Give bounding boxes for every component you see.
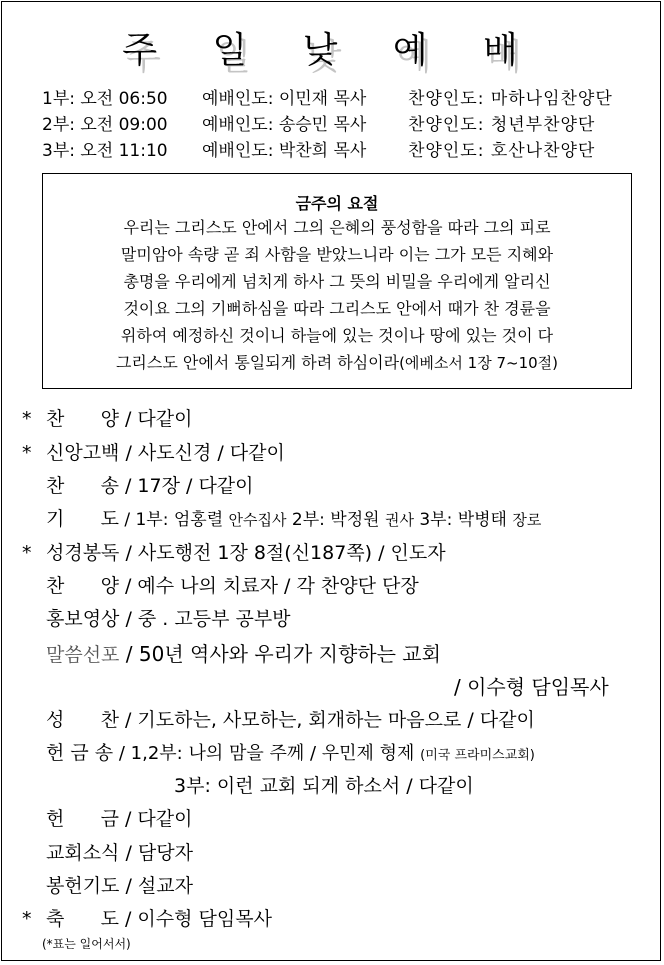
order-name: 봉헌기도 (46, 875, 120, 897)
verse-reference: (에베소서 1장 7~10절) (399, 354, 559, 372)
order-name: 교회소식 (46, 842, 120, 864)
weekly-verse-box (42, 173, 632, 389)
order-name: 축 도 (46, 908, 119, 930)
order-detail: / 다같이 (118, 808, 193, 830)
order-name: 신앙고백 (46, 442, 120, 464)
order-item (22, 471, 254, 498)
verse-line: 위하여 예정하신 것이니 하늘에 있는 것이나 땅에 있는 것이 다 (120, 326, 554, 345)
verse-line: 총명을 우리에게 넘치게 하사 그 뜻의 비밀을 우리에게 알리신 (123, 272, 551, 291)
order-detail: / 17장 / 다같이 (118, 475, 254, 497)
order-detail: / 예수 나의 치료자 / 각 찬양단 단장 (118, 575, 419, 597)
order-detail: 3부: 박병태 (413, 510, 513, 530)
order-name: 찬 양 (46, 575, 119, 597)
stand-marker: * (22, 442, 32, 464)
order-name: 헌 금 (46, 808, 119, 830)
verse-line: 우리는 그리스도 안에서 그의 은혜의 풍성함을 따라 그의 피로 (123, 218, 551, 237)
order-item (22, 705, 535, 732)
bulletin-page (1, 1, 661, 961)
order-item-continued: 3부: 이런 교회 되게 하소서 / 다같이 (174, 775, 474, 797)
verse-text: 그리스도 안에서 통일되게 하려 하심이라 (115, 353, 400, 372)
order-detail: / 1부: 엄홍렬 (118, 510, 229, 530)
order-item-continued: / 이수형 담임목사 (454, 675, 609, 699)
order-item (22, 438, 285, 465)
order-detail: 2부: 박정원 (286, 510, 385, 530)
order-item (22, 904, 272, 931)
service-row (42, 110, 595, 135)
service-leader: 예배인도: 송승민 목사 (202, 115, 367, 135)
order-item (22, 504, 541, 531)
order-item (22, 538, 446, 565)
service-choir: 찬양인도: 청년부찬양단 (408, 115, 596, 135)
order-item (22, 604, 291, 631)
order-item (22, 638, 441, 667)
order-item (22, 838, 193, 865)
order-detail: / 사도행전 1장 8절(신187쪽) / 인도자 (119, 542, 446, 564)
order-name: 홍보영상 (46, 608, 120, 630)
order-name: 성경봉독 (46, 542, 120, 564)
verse-line-last (43, 349, 631, 377)
order-detail: / 담당자 (119, 842, 193, 864)
order-detail: / 설교자 (119, 875, 193, 897)
order-detail: / 사도신경 / 다같이 (119, 442, 285, 464)
page-title: 주 일 낮 예 배 (122, 30, 540, 71)
stand-marker: * (22, 908, 32, 930)
order-item (22, 738, 535, 765)
stand-marker: * (22, 408, 32, 430)
order-detail: / 50년 역사와 우리가 지향하는 교회 (119, 642, 441, 666)
service-time: 2부: 오전 09:00 (42, 115, 168, 135)
order-name: 찬 양 (46, 408, 119, 430)
service-leader: 예배인도: 박찬희 목사 (202, 141, 367, 161)
verse-title: 금주의 요절 (295, 194, 379, 213)
order-detail: / 기도하는, 사모하는, 회개하는 마음으로 / 다같이 (118, 709, 535, 731)
order-name: 헌 금 송 (46, 742, 114, 764)
order-item (22, 404, 193, 431)
order-detail: / 1,2부: 나의 맘을 주께 / 우민제 형제 (113, 743, 421, 764)
order-item (22, 804, 193, 831)
order-name: 기 도 (46, 508, 119, 530)
footnote: (*표는 일어서서) (42, 937, 131, 951)
service-choir: 찬양인도: 마하나임찬양단 (408, 89, 613, 109)
stand-marker: * (22, 542, 32, 564)
service-row (42, 136, 595, 161)
order-name: 말씀선포 (46, 644, 120, 666)
order-detail: / 중 . 고등부 공부방 (119, 608, 291, 630)
service-row (42, 84, 613, 109)
order-item (22, 871, 193, 898)
service-choir: 찬양인도: 호산나찬양단 (408, 141, 596, 161)
service-time: 3부: 오전 11:10 (42, 141, 168, 161)
order-detail-title: 권사 (384, 511, 414, 529)
order-detail-note: (미국 프라미스교회) (420, 748, 535, 763)
order-detail: / 이수형 담임목사 (118, 908, 272, 930)
order-name: 성 찬 (46, 709, 119, 731)
verse-line: 말미암아 속량 곧 죄 사함을 받았느니라 이는 그가 모든 지혜와 (120, 245, 554, 264)
order-item (22, 571, 419, 598)
order-detail: / 다같이 (118, 408, 193, 430)
verse-line: 것이요 그의 기뻐하심을 따라 그리스도 안에서 때가 찬 경륜을 (123, 299, 551, 318)
order-name: 찬 송 (46, 475, 119, 497)
service-leader: 예배인도: 이민재 목사 (202, 89, 367, 109)
order-detail-title: 장로 (512, 511, 542, 529)
service-time: 1부: 오전 06:50 (42, 89, 168, 109)
order-detail-title: 안수집사 (228, 511, 287, 529)
